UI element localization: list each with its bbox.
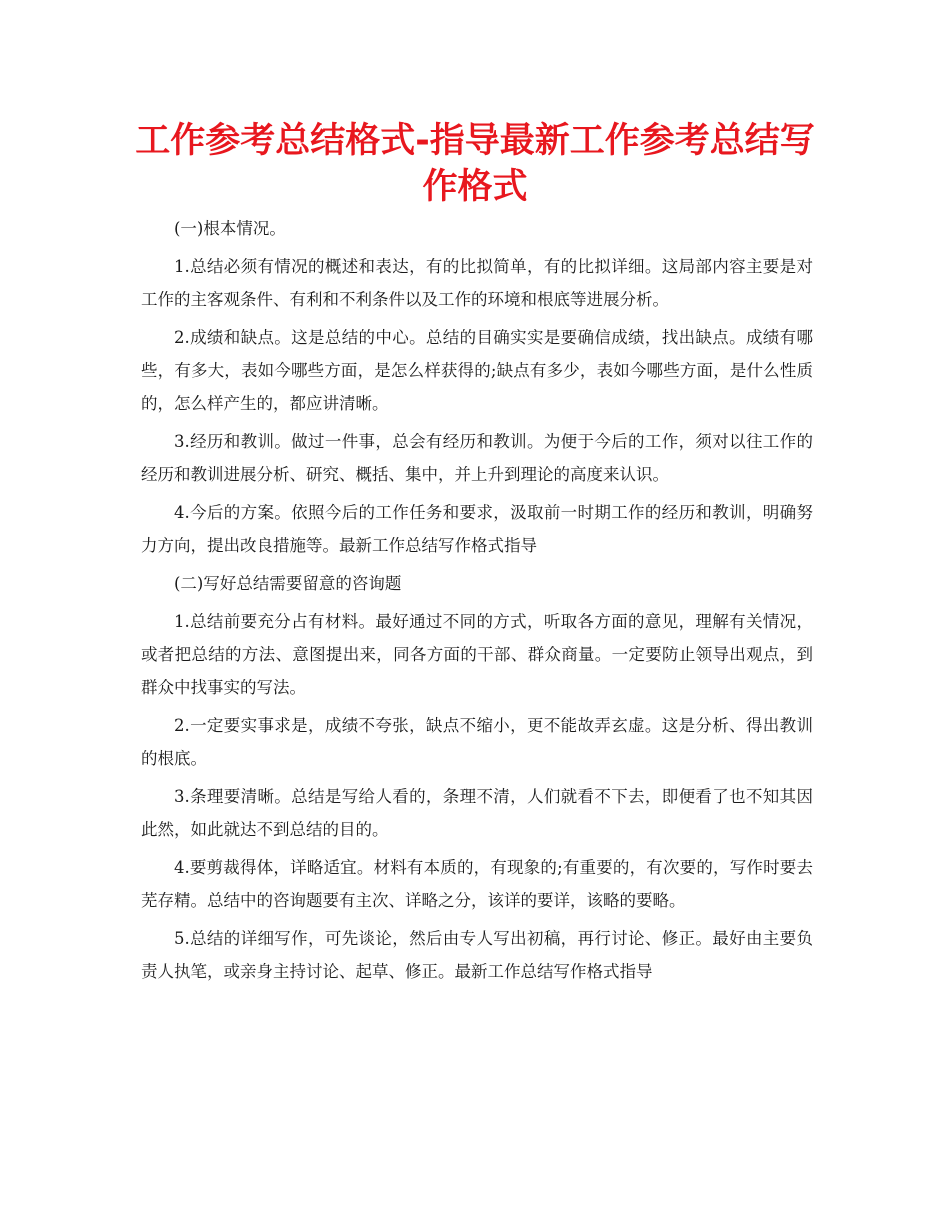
paragraph-editing: 4.要剪裁得体，详略适宜。材料有本质的，有现象的;有重要的，有次要的，写作时要去芜存精。总结中的咨询题要有主次、详略之分，该详的要详，该略的要略。 xyxy=(141,858,813,910)
paragraph-drafting: 5.总结的详细写作，可先谈论，然后由专人写出初稿，再行讨论、修正。最好由主要负责人执笔，或亲身主持讨论、起草、修正。最新工作总结写作格式指导 xyxy=(141,929,813,981)
paragraph-experience: 3.经历和教训。做过一件事，总会有经历和教训。为便于今后的工作，须对以往工作的经历和教训进展分析、研究、概括、集中，并上升到理论的高度来认识。 xyxy=(141,432,813,484)
paragraph-achievements: 2.成绩和缺点。这是总结的中心。总结的目确实实是要确信成绩，找出缺点。成绩有哪些，有多大，表如今哪些方面，是怎么样获得的;缺点有多少，表如今哪些方面，是什么性质的，怎么样产生的，都应讲清晰。 xyxy=(141,328,813,413)
paragraph-truthful: 2.一定要实事求是，成绩不夸张，缺点不缩小，更不能故弄玄虚。这是分析、得出教训的根底。 xyxy=(141,716,813,768)
paragraph-materials: 1.总结前要充分占有材料。最好通过不同的方式，听取各方面的意见，理解有关情况，或者把总结的方法、意图提出来，同各方面的干部、群众商量。一定要防止领导出观点，到群众中找事实的写法。 xyxy=(141,612,813,697)
paragraph-basic-situation: (一)根本情况。 xyxy=(174,219,286,238)
document-title: 工作参考总结格式-指导最新工作参考总结写作格式 xyxy=(135,121,815,207)
paragraph-overview: 1.总结必须有情况的概述和表达，有的比拟简单，有的比拟详细。这局部内容主要是对工作的主客观条件、有利和不利条件以及工作的环境和根底等进展分析。 xyxy=(141,257,813,309)
paragraph-section-heading-2: (二)写好总结需要留意的咨询题 xyxy=(174,574,402,593)
paragraph-future-plan: 4.今后的方案。依照今后的工作任务和要求，汲取前一时期工作的经历和教训，明确努力方向，提出改良措施等。最新工作总结写作格式指导 xyxy=(141,503,813,555)
document-body xyxy=(141,212,813,993)
paragraph-clarity: 3.条理要清晰。总结是写给人看的，条理不清，人们就看不下去，即便看了也不知其因此然，如此就达不到总结的目的。 xyxy=(141,787,813,839)
